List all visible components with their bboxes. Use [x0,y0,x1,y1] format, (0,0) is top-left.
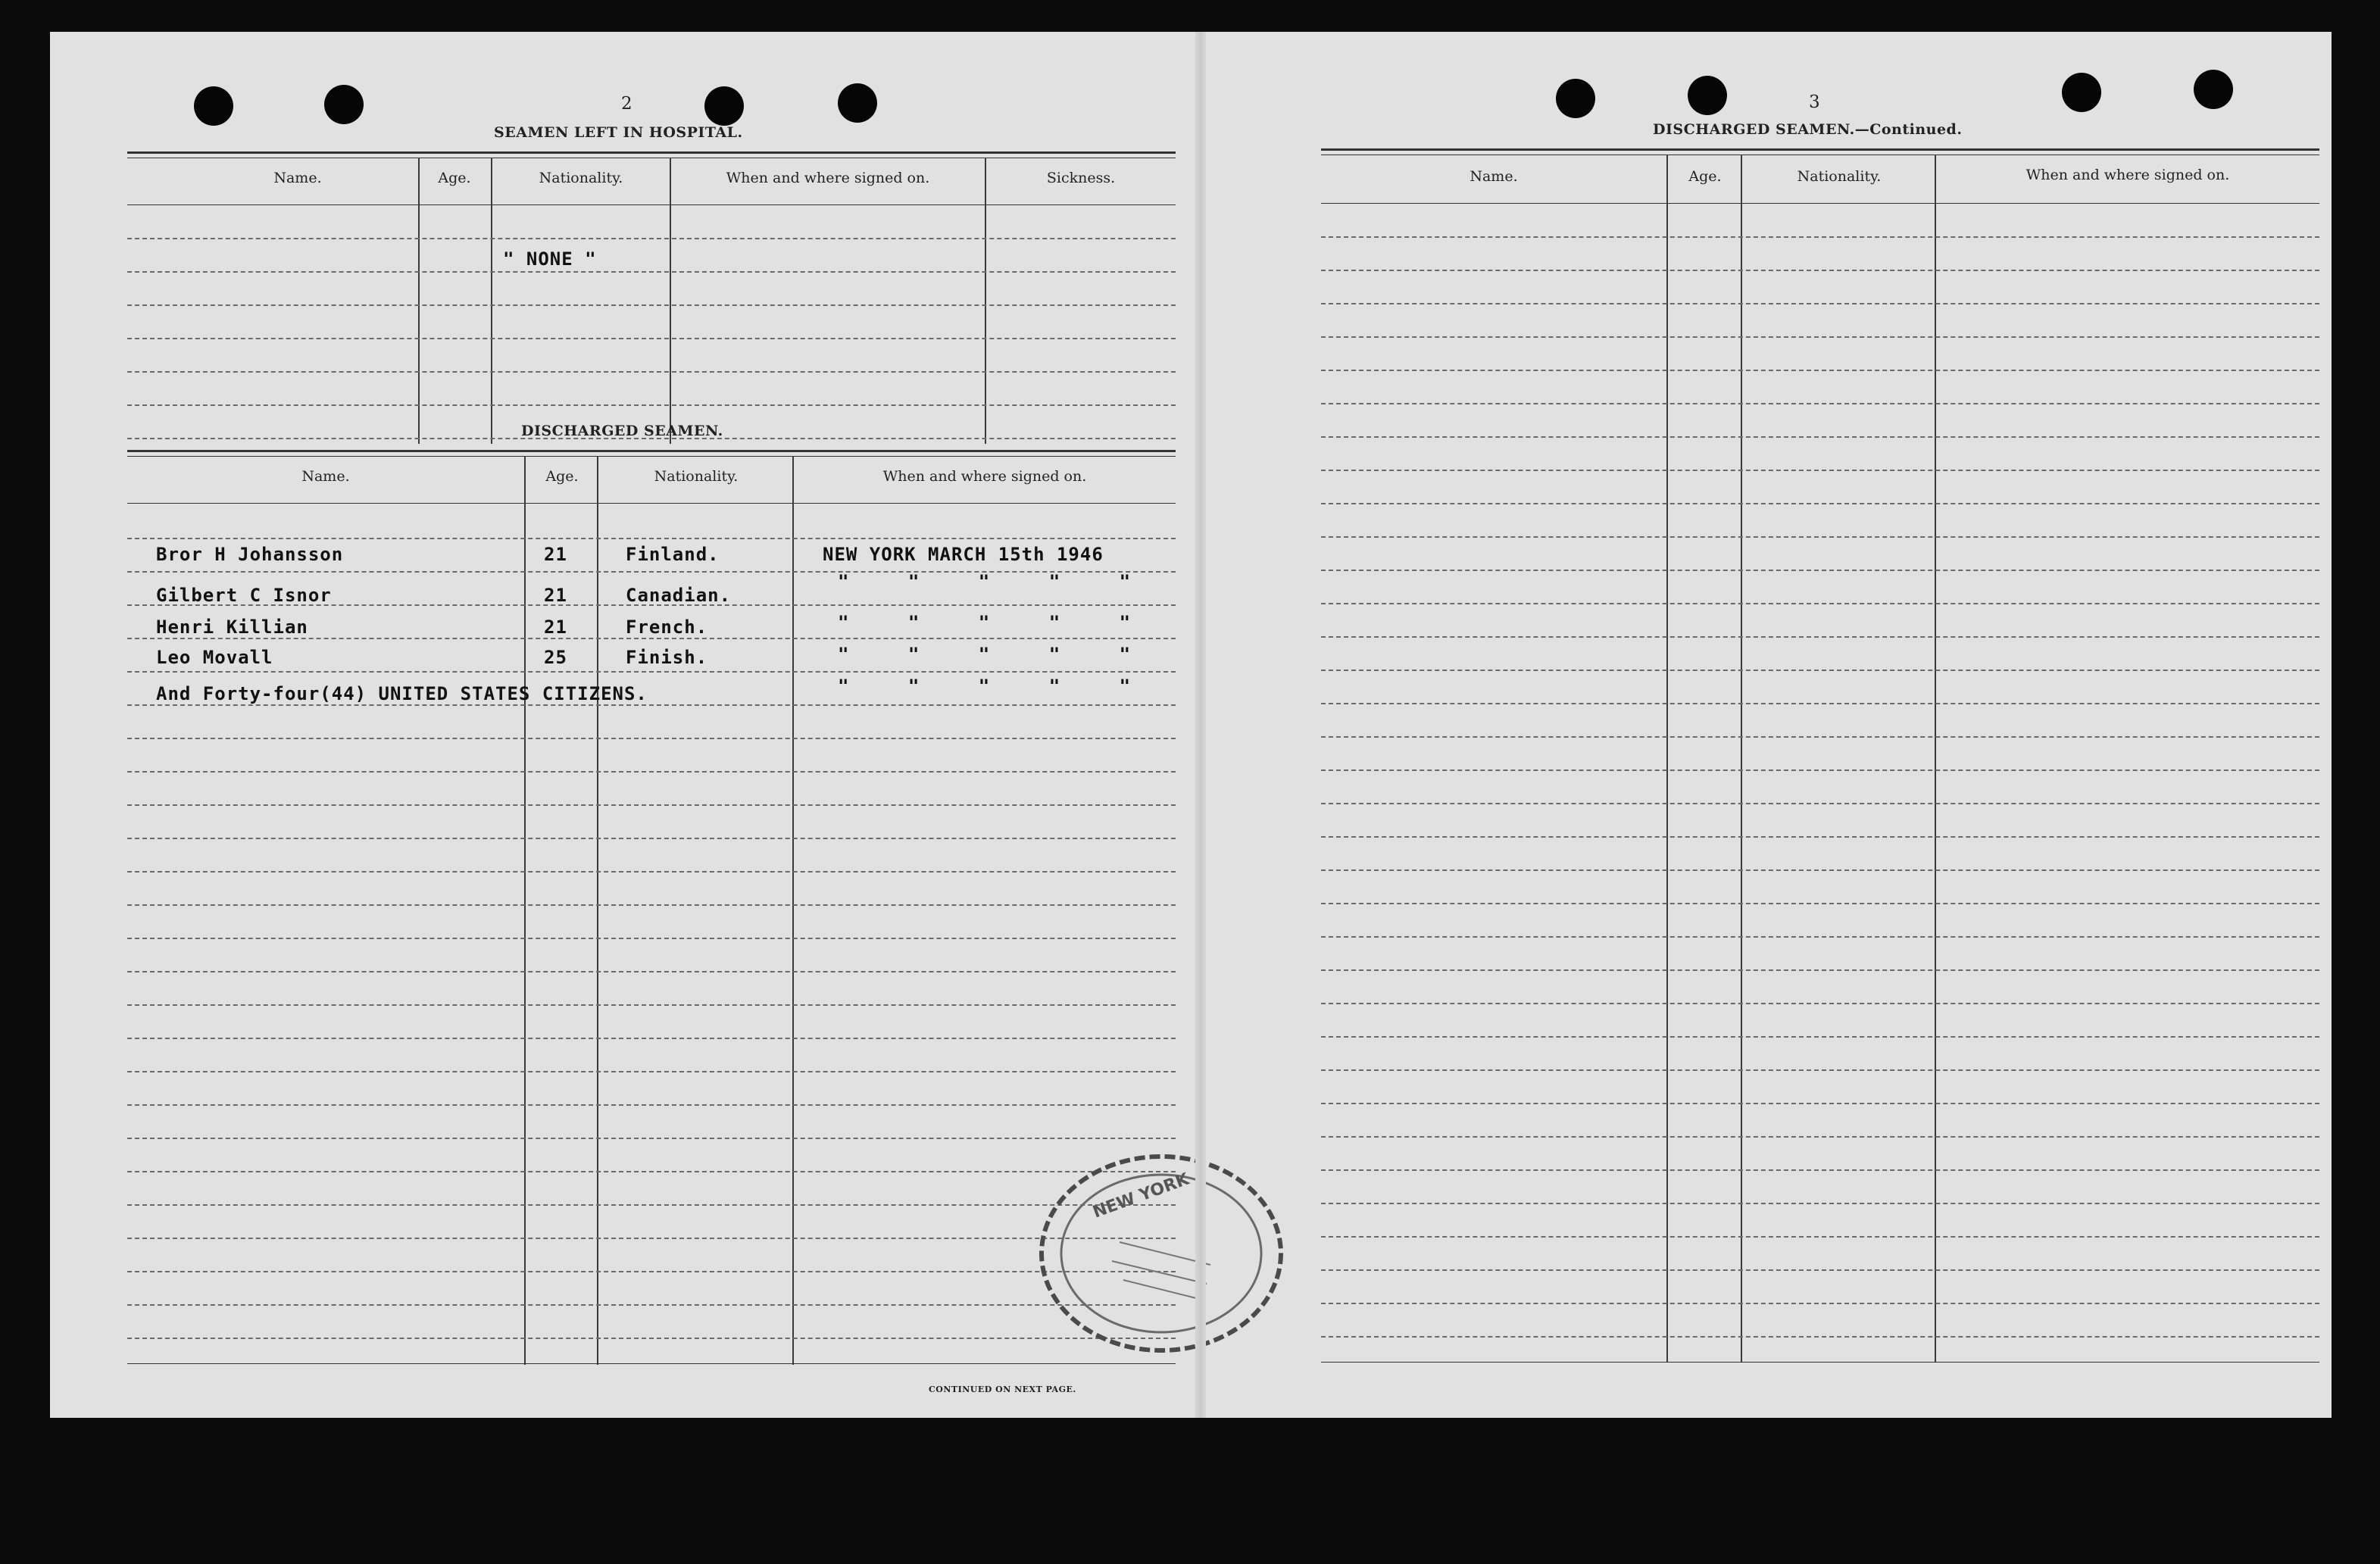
col-signed-on: When and where signed on. [882,468,1087,485]
seaman-signed-on: " " " " " [838,612,1155,633]
col-name: Name. [1470,168,1518,185]
col-name: Name. [273,170,322,186]
seaman-name: Leo Movall [156,647,273,668]
stamp-text: NEW YORK [1090,1169,1192,1222]
punch-hole [838,83,877,123]
punch-hole [2062,73,2101,112]
col-nationality: Nationality. [654,468,739,485]
punch-hole [1556,79,1595,118]
seaman-age: 21 [544,585,567,606]
punch-hole [2194,70,2233,109]
postmark-stamp [1036,1151,1286,1356]
punch-hole [1688,76,1727,115]
seaman-nationality: Finland. [626,544,720,565]
col-name: Name. [301,468,350,485]
seaman-signed-on: NEW YORK MARCH 15th 1946 [823,544,1104,565]
page-number: 2 [621,94,632,114]
col-signed-on: When and where signed on. [2025,167,2230,183]
col-sickness: Sickness. [1046,170,1116,186]
seaman-age: 21 [544,617,567,638]
punch-hole [324,85,364,124]
punch-hole [194,86,233,126]
col-age: Age. [438,170,471,186]
summary-line: And Forty-four(44) UNITED STATES CITIZENS. [156,683,648,704]
seaman-age: 21 [544,544,567,565]
seaman-nationality: Finish. [626,647,708,668]
right-page [1206,32,2332,1418]
col-age: Age. [545,468,579,485]
discharged-continued-title: DISCHARGED SEAMEN.—Continued. [1653,121,1963,138]
seaman-nationality: French. [626,617,708,638]
punch-hole [704,86,744,126]
discharged-section-title: DISCHARGED SEAMEN. [521,423,723,439]
col-nationality: Nationality. [1797,168,1882,185]
left-page [50,32,1195,1418]
seaman-nationality: Canadian. [626,585,732,606]
continued-note: CONTINUED ON NEXT PAGE. [929,1384,1076,1394]
seaman-name: Gilbert C Isnor [156,585,332,606]
hospital-section-title: SEAMEN LEFT IN HOSPITAL. [494,124,743,141]
page-number: 3 [1809,92,1820,112]
document-sheet [50,32,2332,1418]
hospital-none-entry: " NONE " [503,248,597,270]
col-nationality: Nationality. [539,170,623,186]
page-fold [1195,32,1206,1418]
col-age: Age. [1688,168,1722,185]
seaman-name: Bror H Johansson [156,544,344,565]
col-signed-on: When and where signed on. [726,170,930,186]
summary-signed-on: " " " " " [838,676,1155,697]
seaman-name: Henri Killian [156,617,308,638]
seaman-age: 25 [544,647,567,668]
seaman-signed-on: " " " " " [838,644,1155,665]
seaman-signed-on: " " " " " [838,571,1155,592]
